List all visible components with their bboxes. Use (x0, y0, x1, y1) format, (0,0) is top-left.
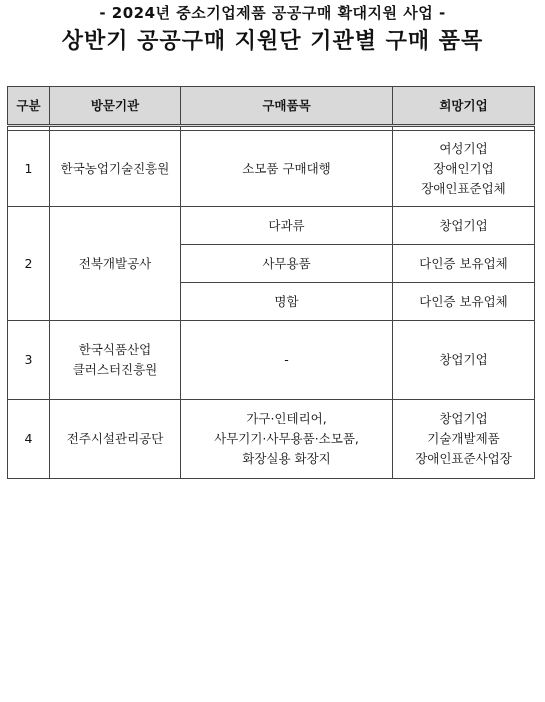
product-line: 소모품 구매대행 (242, 160, 331, 176)
company-line: 장애인표준사업장 (415, 451, 512, 466)
product-line: 가구·인테리어, (246, 411, 327, 426)
company-cell (393, 131, 535, 207)
purchase-items-table (7, 86, 535, 479)
header-company: 희망기업 (393, 87, 535, 126)
row-number: 2 (8, 207, 50, 321)
company-cell (393, 245, 535, 283)
organization-cell (50, 207, 181, 321)
company-line: 다인증 보유업체 (419, 255, 508, 271)
product-cell (181, 321, 393, 400)
product-cell (181, 207, 393, 245)
organization-line: 전북개발공사 (78, 255, 152, 271)
product-cell (181, 245, 393, 283)
company-cell (393, 400, 535, 479)
table-header-row (8, 87, 535, 126)
organization-cell (50, 400, 181, 479)
product-line: 화장실용 화장지 (242, 451, 331, 466)
organization-line: 전주시설관리공단 (66, 431, 164, 446)
row-number: 3 (8, 321, 50, 400)
company-line: 창업기업 (439, 352, 488, 367)
organization-cell (50, 131, 181, 207)
company-line: 장애인기업 (433, 160, 494, 176)
product-line: 사무용품 (262, 255, 311, 271)
company-line: 창업기업 (439, 217, 488, 233)
document-title: 상반기 공공구매 지원단 기관별 구매 품목 (61, 29, 484, 54)
header-no: 구분 (8, 87, 50, 126)
organization-line: 한국식품산업 (78, 342, 152, 357)
product-cell (181, 283, 393, 321)
company-cell (393, 207, 535, 245)
table-row (8, 400, 535, 479)
table-row (8, 321, 535, 400)
organization-line: 한국농업기술진흥원 (60, 160, 170, 176)
organization-line: 클러스터진흥원 (72, 362, 158, 377)
product-cell (181, 131, 393, 207)
company-line: 다인증 보유업체 (419, 293, 508, 309)
organization-cell (50, 321, 181, 400)
row-number: 1 (8, 131, 50, 207)
document-subtitle: - 2024년 중소기업제품 공공구매 확대지원 사업 - (99, 4, 446, 22)
company-cell (393, 321, 535, 400)
table-row (8, 131, 535, 207)
company-line: 기술개발제품 (427, 431, 500, 446)
company-line: 장애인표준업체 (421, 180, 506, 196)
header-product: 구매품목 (181, 87, 393, 126)
company-line: 여성기업 (439, 140, 488, 156)
row-number: 4 (8, 400, 50, 479)
product-cell (181, 400, 393, 479)
company-line: 창업기업 (439, 411, 488, 426)
product-line: 다과류 (268, 217, 305, 233)
product-line: - (284, 352, 289, 367)
table-row (8, 207, 535, 245)
header-organization: 방문기관 (50, 87, 181, 126)
product-line: 명함 (274, 293, 299, 309)
product-line: 사무기기·사무용품·소모품, (214, 431, 359, 446)
company-cell (393, 283, 535, 321)
